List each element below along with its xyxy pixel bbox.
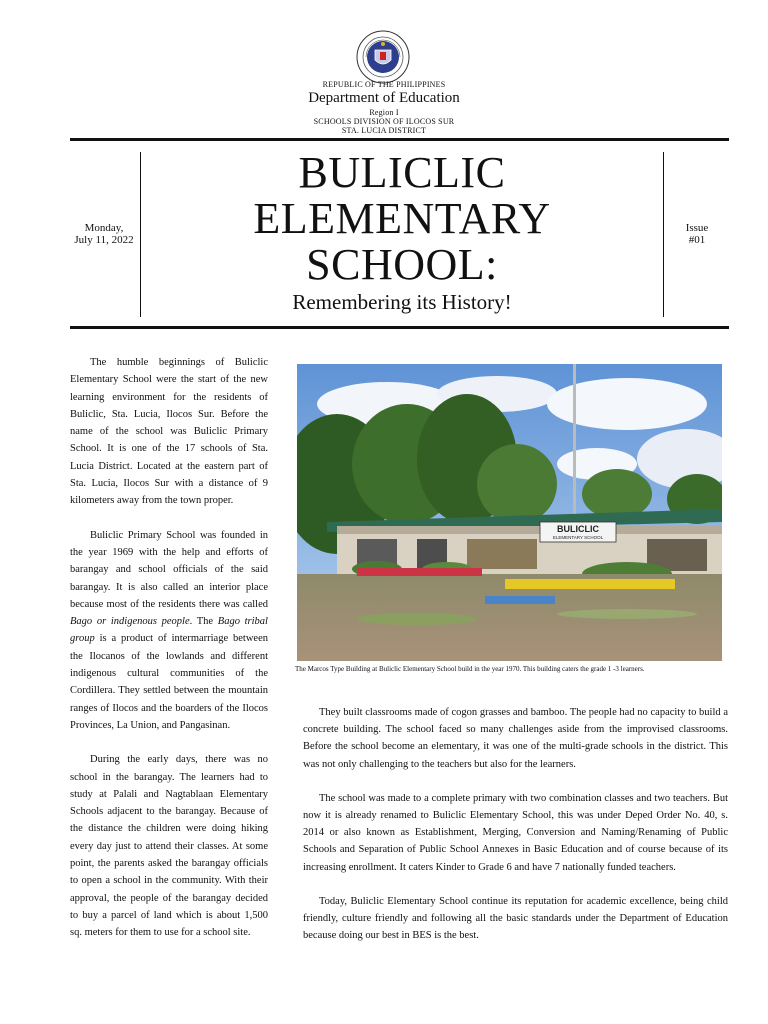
masthead-top-rule — [70, 138, 729, 141]
deped-seal-icon — [356, 30, 410, 84]
department-label: Department of Education — [308, 90, 460, 106]
newsletter-subtitle: Remembering its History! — [292, 290, 512, 314]
photo-sign-line-1: BULICLIC — [557, 524, 599, 534]
region-label: Region I — [369, 108, 399, 117]
masthead-right-divider — [663, 152, 664, 317]
district-label: STA. LUCIA DISTRICT — [341, 126, 427, 135]
left-paragraph-3: During the early days, there was no school in the barangay. The learners had to study at Palali and Nagtablaan Elementary Schools adjacent to the barangay. Because of the distance the children were doing hiking every day just to attend their classes. At some point, the parents asked the barangay officials to open a school in the community. With their approval, the people of the barangay decided to buy a parcel of land which is about 1,500 sq. meters for them to use for a school site. — [70, 754, 268, 939]
masthead-bottom-rule — [70, 326, 729, 329]
republic-label: REPUBLIC OF THE PHILIPPINES — [322, 80, 446, 89]
left-paragraph-1: The humble beginnings of Bulicliс Elementary School were the start of the new learning environment for the residents of Bulicliс, Sta. Lucia, Ilocos Sur. Before the name of the school was Bulicliс Primary School. It is one of the 17 schools of Sta. Lucia District. Located at the eastern part of Sta. Lucia, Ilocos Sur with a distance of 9 kilometers away from the town proper. — [70, 357, 268, 507]
division-label: SCHOOLS DIVISION OF ILOCOS SUR — [313, 117, 455, 126]
right-paragraph-3: Today, Bulicliс Elementary School continue its reputation for academic excellence, being child friendly, culture friendly and following all the basic standards under the Department of Education because doing our best in BES is the best. — [303, 895, 728, 942]
school-building-photo — [297, 364, 722, 661]
issue-date: Monday, July 11, 2022 — [74, 222, 134, 246]
masthead-left-divider — [140, 152, 141, 317]
photo-caption: The Marcos Type Building at Bulicliс Elementary School build in the year 1970. This building caters the grade 1 -3 learners. — [295, 665, 645, 673]
right-paragraph-1: They built classrooms made of cogon grasses and bamboo. The people had no capacity to build a concrete building. The school faced so many challenges aside from the improvised classrooms. Before the school become an elementary, it was one of the multi-grade schools in the district. This was not only challenging to the teachers but also for the learners. — [303, 707, 728, 770]
left-paragraph-2: Bulicliс Primary School was founded in the year 1969 with the help and efforts of barangay and school officials of the said barangay. It is also called an interior place because most of the residents there was called Bago or indigenous people. The Bago tribal group is a product of intermarriage between the Ilocanos of the lowlands and different indigenous cultural communities of the Cordillera. They settled between the mountain ranges of Ilocos and the boarders of the Ilocos Provinces, La Union, and Pangasinan. — [70, 529, 268, 731]
left-article-column — [70, 354, 268, 959]
photo-sign-line-2: ELEMENTARY SCHOOL — [552, 535, 604, 540]
right-paragraph-2: The school was made to a complete primary with two combination classes and two teachers. But now it is already renamed to Bulicliс Elementary School, this was under Deped Order No. 40, s. 2014 or also known as Establishment, Merging, Conversion and Naming/Renaming of Public Schools and Separation of Public School Annexes in Basic Education and of course because of its increasing enrollment. It caters Kinder to Grade 6 and have 7 nationally funded teachers. — [303, 792, 728, 873]
issue-number: Issue #01 — [685, 222, 709, 246]
newsletter-title: BULICLIC ELEMENTARY SCHOOL: — [253, 148, 551, 289]
right-article-column — [303, 704, 728, 961]
